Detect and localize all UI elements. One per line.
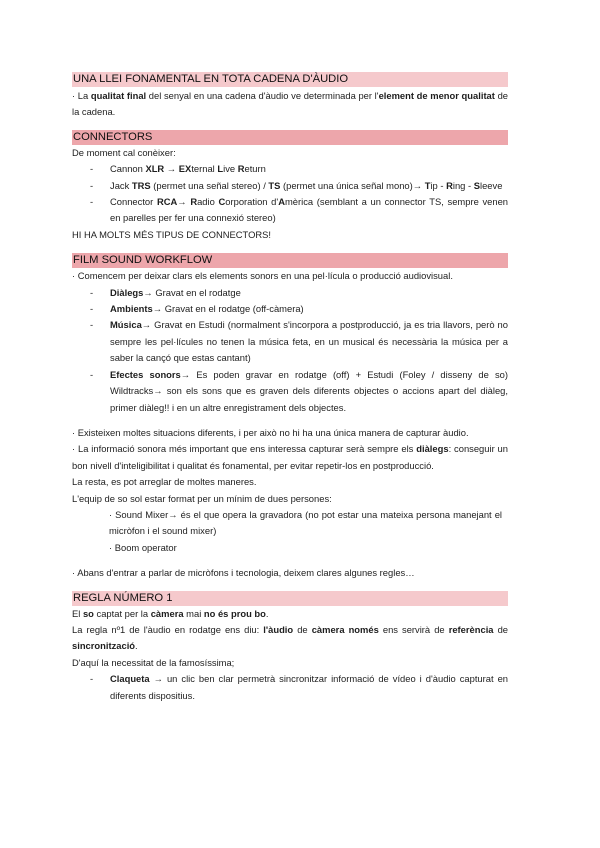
dialog-importance-paragraph: · La informació sonora més important que ens interessa capturar serà sempre els diàlegs: conseguir un bon nivell d'inteligibilitat i qualitat és fonamental, per evitar repetir-los en postproducció. [72,443,508,471]
list-item-jack: - Jack TRS (permet una señal stereo) / TS (permet una única señal mono)→ Tip - Ring - Sleeve [110,178,508,194]
role-sound-mixer: · Sound Mixer→ és el que opera la gravadora (no pot estar una mateixa persona manejant el micròfon i el sound mixer) [109,508,502,537]
section-heading-workflow: FILM SOUND WORKFLOW [72,253,508,268]
section-heading-audio-law: UNA LLEI FONAMENTAL EN TOTA CADENA D'ÀUDIO [72,72,508,87]
section-heading-connectors: CONNECTORS [72,130,508,145]
list-item-music: - Música→ Gravat en Estudi (normalment s'incorpora a postproducció, ja es tria llavors, però no sempre les pel·lícules no tenen la música feta, en un musical és necessària la música per a saber la cançó que estas cantant) [110,317,508,366]
connectors-outro: HI HA MOLTS MÉS TIPUS DE CONNECTORS! [72,228,271,240]
rest-paragraph: La resta, es pot arreglar de moltes maneres. [72,476,257,488]
team-paragraph: L'equip de so sol estar format per un mínim de dues persones: [72,492,332,504]
list-item-effects: - Efectes sonors→ Es poden gravar en rodatge (off) + Estudi (Foley / disseny de so) Wildtracks→ son els sons que es graven dels diferents objectes o accions apart del diàleg, primer diàleg!! i en un altre enregistrament dels objectes. [110,367,508,416]
list-item-clapper: - Claqueta → un clic ben clar permetrà sincronitzar informació de vídeo i d'àudio capturat en diferents dispositius. [110,671,508,704]
role-boom-operator: · Boom operator [109,541,177,553]
quality-paragraph: · La qualitat final del senyal en una cadena d'àudio ve determinada per l'element de menor qualitat de la cadena. [72,90,508,118]
list-item-rca: - Connector RCA→ Radio Corporation d'Amèrica (semblant a un connector TS, sempre venen en parelles per fer una connexió stereo) [110,194,508,227]
connectors-list [72,161,508,227]
clapper-intro: D'aquí la necessitat de la famosíssima; [72,656,235,668]
document-page [72,72,508,704]
workflow-intro: · Comencem per deixar clars els elements sonors en una pel·lícula o producció audiovisual. [72,270,453,282]
clapper-list [72,671,508,704]
connectors-intro: De moment cal conèixer: [72,146,176,158]
list-item-dialogs: - Diàlegs→ Gravat en el rodatge [110,285,508,301]
rule-1-statement: El so captat per la càmera mai no és prou bo. [72,607,269,619]
sound-elements-list [72,285,508,416]
rules-intro: · Abans d'entrar a parlar de micròfons i tecnologia, deixem clares algunes regles… [72,567,415,579]
list-item-ambients: - Ambients→ Gravat en el rodatge (off-càmera) [110,301,508,317]
section-heading-rule-1: REGLA NÚMERO 1 [72,591,508,606]
situations-paragraph: · Existeixen moltes situacions diferents, i per això no hi ha una única manera de capturar àudio. [72,426,469,438]
list-item-xlr: - Cannon XLR → EXternal Live Return [110,161,508,177]
rule-1-explanation: La regla nº1 de l'àudio en rodatge ens diu: l'àudio de càmera només ens servirà de referència de sincronització. [72,623,508,652]
